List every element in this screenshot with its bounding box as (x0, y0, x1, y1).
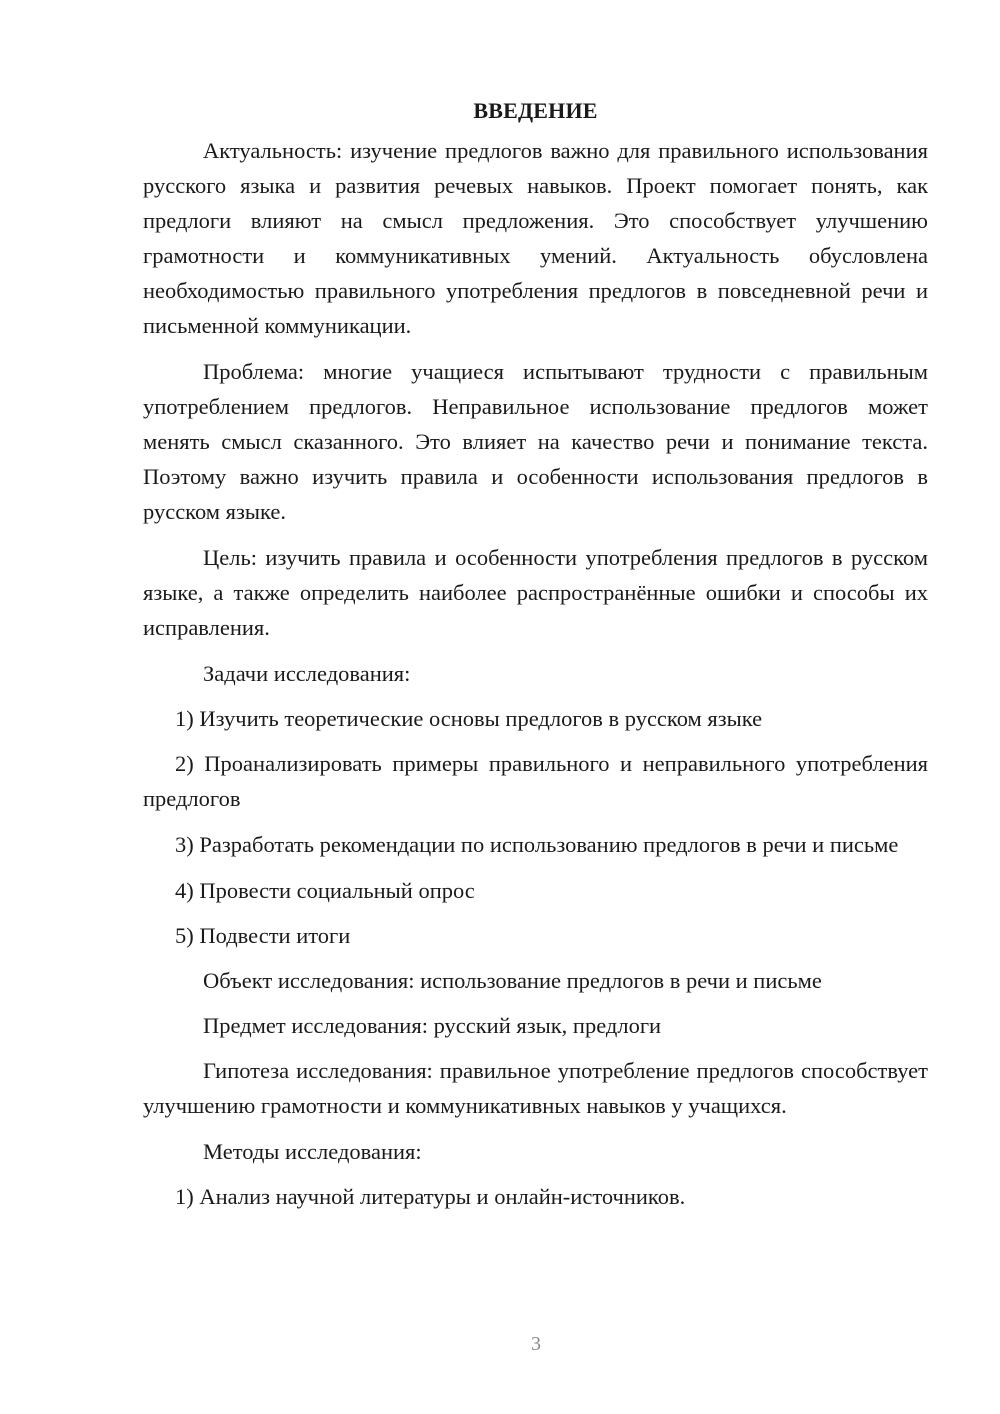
task-item-3: 3) Разработать рекомендации по использованию предлогов в речи и письме (175, 832, 899, 857)
methods-heading: Методы исследования: (203, 1139, 422, 1164)
paragraph-subject: Предмет исследования: русский язык, предлоги (203, 1013, 662, 1038)
document-page (143, 96, 928, 1224)
task-item-5: 5) Подвести итоги (175, 923, 351, 948)
page-number: 3 (531, 1333, 541, 1355)
paragraph-goal: Цель: изучить правила и особенности употребления предлогов в русском языке, а также определить наиболее распространённые ошибки и способы их исправления. (143, 545, 928, 640)
task-item-2: 2) Проанализировать примеры правильного и неправильного употребления предлогов (143, 751, 928, 811)
paragraph-hypothesis: Гипотеза исследования: правильное употребление предлогов способствует улучшению грамотности и коммуникативных навыков у учащихся. (143, 1058, 928, 1118)
method-item-1: 1) Анализ научной литературы и онлайн-источников. (175, 1184, 686, 1209)
paragraph-object: Объект исследования: использование предлогов в речи и письме (203, 968, 822, 993)
paragraph-relevance: Актуальность: изучение предлогов важно для правильного использования русского языка и развития речевых навыков. Проект помогает понять, как предлоги влияют на смысл предложения. Это способствует улучшению грамотности и коммуникативных умений. Актуальность обусловлена необходимостью правильного употребления предлогов в повседневной речи и письменной коммуникации. (143, 138, 928, 338)
task-item-4: 4) Провести социальный опрос (175, 878, 475, 903)
task-item-1: 1) Изучить теоретические основы предлогов в русском языке (175, 706, 763, 731)
page-title: ВВЕДЕНИЕ (473, 98, 598, 123)
paragraph-problem: Проблема: многие учащиеся испытывают трудности с правильным употреблением предлогов. Неправильное использование предлогов может менять смысл сказанного. Это влияет на качество речи и понимание текста. Поэтому важно изучить правила и особенности использования предлогов в русском языке. (143, 359, 928, 524)
tasks-heading: Задачи исследования: (203, 661, 411, 686)
